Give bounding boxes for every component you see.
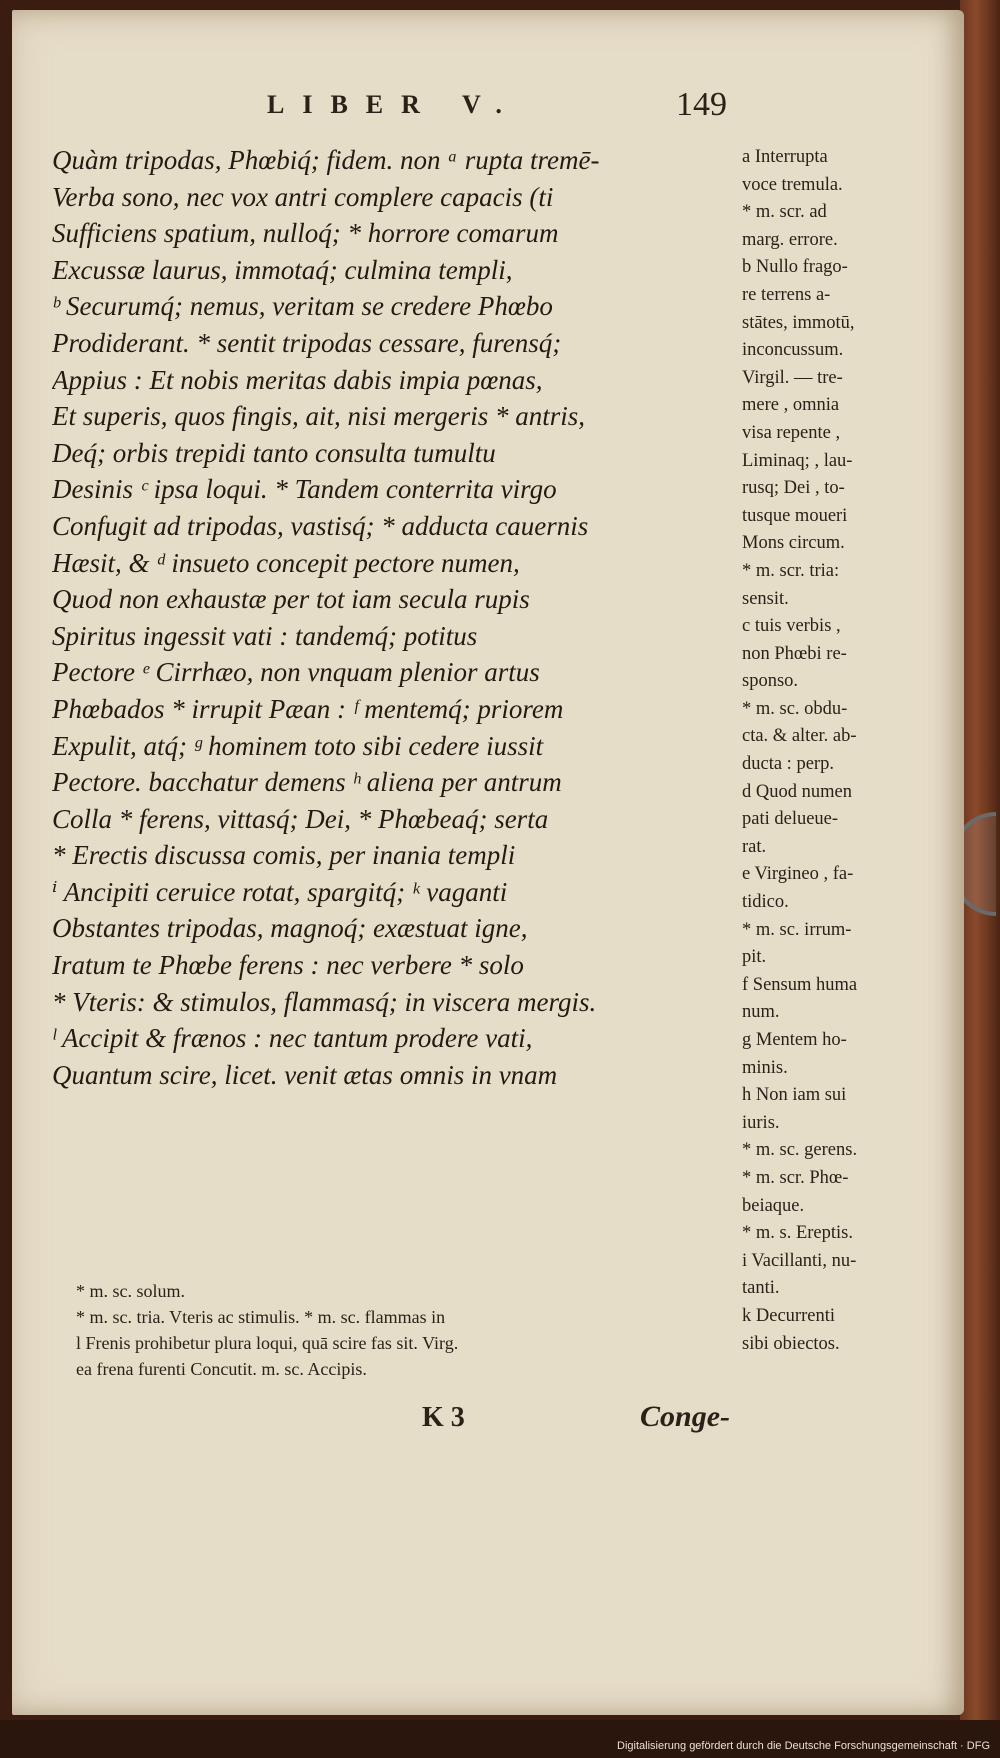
- verse-line: ᵇ Securumq́; nemus, veritam se credere Phœbo: [52, 291, 553, 322]
- side-gloss-line: f Sensum huma: [742, 974, 858, 995]
- side-gloss-line: rusq; Dei , to-: [742, 478, 845, 499]
- verse-line: Hæsit, & ᵈ insueto concepit pectore numen,: [52, 547, 520, 578]
- side-gloss-line: mere , omnia: [742, 395, 840, 416]
- side-gloss-line: * m. s. Ereptis.: [742, 1223, 853, 1244]
- footnotes: [76, 1278, 716, 1382]
- side-glosses: [742, 144, 920, 1358]
- page-number: 149: [676, 86, 727, 123]
- side-gloss-line: marg. errore.: [742, 229, 838, 250]
- verse-block: [52, 142, 752, 1093]
- digitization-credit: Digitalisierung gefördert durch die Deutsche Forschungsgemeinschaft · DFG: [617, 1740, 990, 1752]
- footnote-line: * m. sc. tria. Vteris ac stimulis. * m. sc. flammas in: [76, 1307, 446, 1327]
- side-gloss-line: Virgil. — tre-: [742, 367, 843, 388]
- verse-line: Quàm tripodas, Phœbiq́; fidem. non ᵃ rupta tremē-: [52, 145, 600, 175]
- side-gloss-line: non Phœbi re-: [742, 643, 847, 664]
- verse-line: ⁱ Ancipiti ceruice rotat, spargitq́; ᵏ vaganti: [52, 876, 508, 907]
- book-page: [12, 10, 964, 1715]
- side-gloss-line: cta. & alter. ab-: [742, 726, 857, 747]
- side-gloss-line: sibi obiectos.: [742, 1333, 840, 1354]
- side-gloss-line: sensit.: [742, 588, 789, 609]
- side-gloss-line: a Interrupta: [742, 147, 828, 167]
- verse-line: Sufficiens spatium, nulloq́; * horrore comarum: [52, 218, 559, 249]
- verse-line: Deq́; orbis trepidi tanto consulta tumultu: [52, 437, 496, 468]
- side-gloss-line: ducta : perp.: [742, 754, 834, 775]
- side-gloss-line: num.: [742, 1002, 780, 1023]
- side-gloss-line: beiaque.: [742, 1195, 805, 1216]
- side-gloss-line: * m. sc. gerens.: [742, 1140, 858, 1161]
- side-gloss-line: inconcussum.: [742, 340, 844, 361]
- side-gloss-line: e Virgineo , fa-: [742, 864, 854, 885]
- side-gloss-line: iuris.: [742, 1112, 780, 1133]
- signature-mark: K 3: [422, 1402, 465, 1433]
- side-gloss-line: * m. scr. ad: [742, 202, 827, 223]
- side-gloss-line: * m. sc. irrum-: [742, 919, 852, 940]
- side-gloss-line: voce tremula.: [742, 174, 843, 195]
- side-gloss-line: i Vacillanti, nu-: [742, 1250, 857, 1271]
- footer-strip: [0, 1720, 1000, 1758]
- verse-line: ˡ Accipit & frænos : nec tantum prodere vati,: [52, 1023, 533, 1054]
- side-gloss-line: g Mentem ho-: [742, 1030, 847, 1050]
- verse-line: Obstantes tripodas, magnoq́; exæstuat igne,: [52, 913, 528, 944]
- side-gloss-line: b Nullo frago-: [742, 257, 848, 278]
- side-gloss-line: * m. sc. obdu-: [742, 698, 848, 719]
- verse-line: * Vteris: & stimulos, flammasq́; in viscera mergis.: [52, 986, 597, 1017]
- footnote-line: * m. sc. solum.: [76, 1281, 186, 1301]
- verse-line: Colla * ferens, vittasq́; Dei, * Phœbeaq́; serta: [52, 803, 549, 834]
- footnote-line: l Frenis prohibetur plura loqui, quā scire fas sit. Virg.: [76, 1333, 459, 1353]
- verse-line: Spiritus ingessit vati : tandemq́; potitus: [52, 620, 478, 651]
- verse-line: * Erectis discussa comis, per inania templi: [52, 840, 516, 871]
- verse-line: Et superis, quos fingis, ait, nisi mergeris * antris,: [52, 401, 586, 432]
- catchword: Conge-: [640, 1400, 730, 1433]
- side-gloss-line: sponso.: [742, 671, 799, 692]
- side-gloss-line: c tuis verbis ,: [742, 616, 841, 637]
- side-gloss-line: h Non iam sui: [742, 1085, 847, 1106]
- side-gloss-line: rat.: [742, 836, 767, 857]
- side-gloss-line: Mons circum.: [742, 533, 845, 554]
- side-gloss-line: * m. scr. tria:: [742, 560, 840, 581]
- side-gloss-line: tusque moueri: [742, 505, 848, 526]
- verse-line: Iratum te Phœbe ferens : nec verbere * solo: [52, 950, 524, 981]
- side-gloss-line: tanti.: [742, 1278, 780, 1299]
- side-gloss-line: d Quod numen: [742, 781, 852, 802]
- verse-line: Quantum scire, licet. venit ætas omnis in vnam: [52, 1059, 558, 1090]
- footnote-line: ea frena furenti Concutit. m. sc. Accipis.: [76, 1359, 367, 1379]
- side-gloss-line: k Decurrenti: [742, 1305, 835, 1326]
- side-gloss-line: Liminaq; , lau-: [742, 450, 853, 471]
- verse-line: Expulit, atq́; ᵍ hominem toto sibi cedere iussit: [52, 730, 544, 761]
- side-gloss-line: pati delueue-: [742, 809, 839, 830]
- side-gloss-line: tidico.: [742, 892, 789, 913]
- side-gloss-line: * m. scr. Phœ-: [742, 1167, 849, 1188]
- verse-line: Pectore. bacchatur demens ʰ aliena per antrum: [52, 767, 562, 798]
- verse-line: Prodiderant. * sentit tripodas cessare, furensq́;: [52, 327, 562, 358]
- verse-line: Excussæ laurus, immotaq́; culmina templi,: [52, 254, 513, 285]
- verse-line: Desinis ᶜ ipsa loqui. * Tandem conterrita virgo: [52, 474, 557, 505]
- verse-line: Quod non exhaustæ per tot iam secula rupis: [52, 584, 530, 615]
- verse-line: Phœbados * irrupit Pæan : ᶠ mentemq́; priorem: [52, 693, 564, 724]
- side-gloss-line: pit.: [742, 947, 767, 968]
- verse-line: Appius : Et nobis meritas dabis impia pœnas,: [52, 364, 543, 395]
- side-gloss-line: minis.: [742, 1057, 788, 1078]
- verse-line: Confugit ad tripodas, vastisq́; * adducta cauernis: [52, 510, 589, 541]
- side-gloss-line: stātes, immotū,: [742, 312, 855, 333]
- verse-line: Pectore ᵉ Cirrhæo, non vnquam plenior artus: [52, 657, 540, 688]
- verse-line: Verba sono, nec vox antri complere capacis (ti: [52, 181, 554, 212]
- running-head: LIBER V.: [267, 90, 520, 119]
- side-gloss-line: visa repente ,: [742, 422, 841, 443]
- side-gloss-line: re terrens a-: [742, 284, 831, 305]
